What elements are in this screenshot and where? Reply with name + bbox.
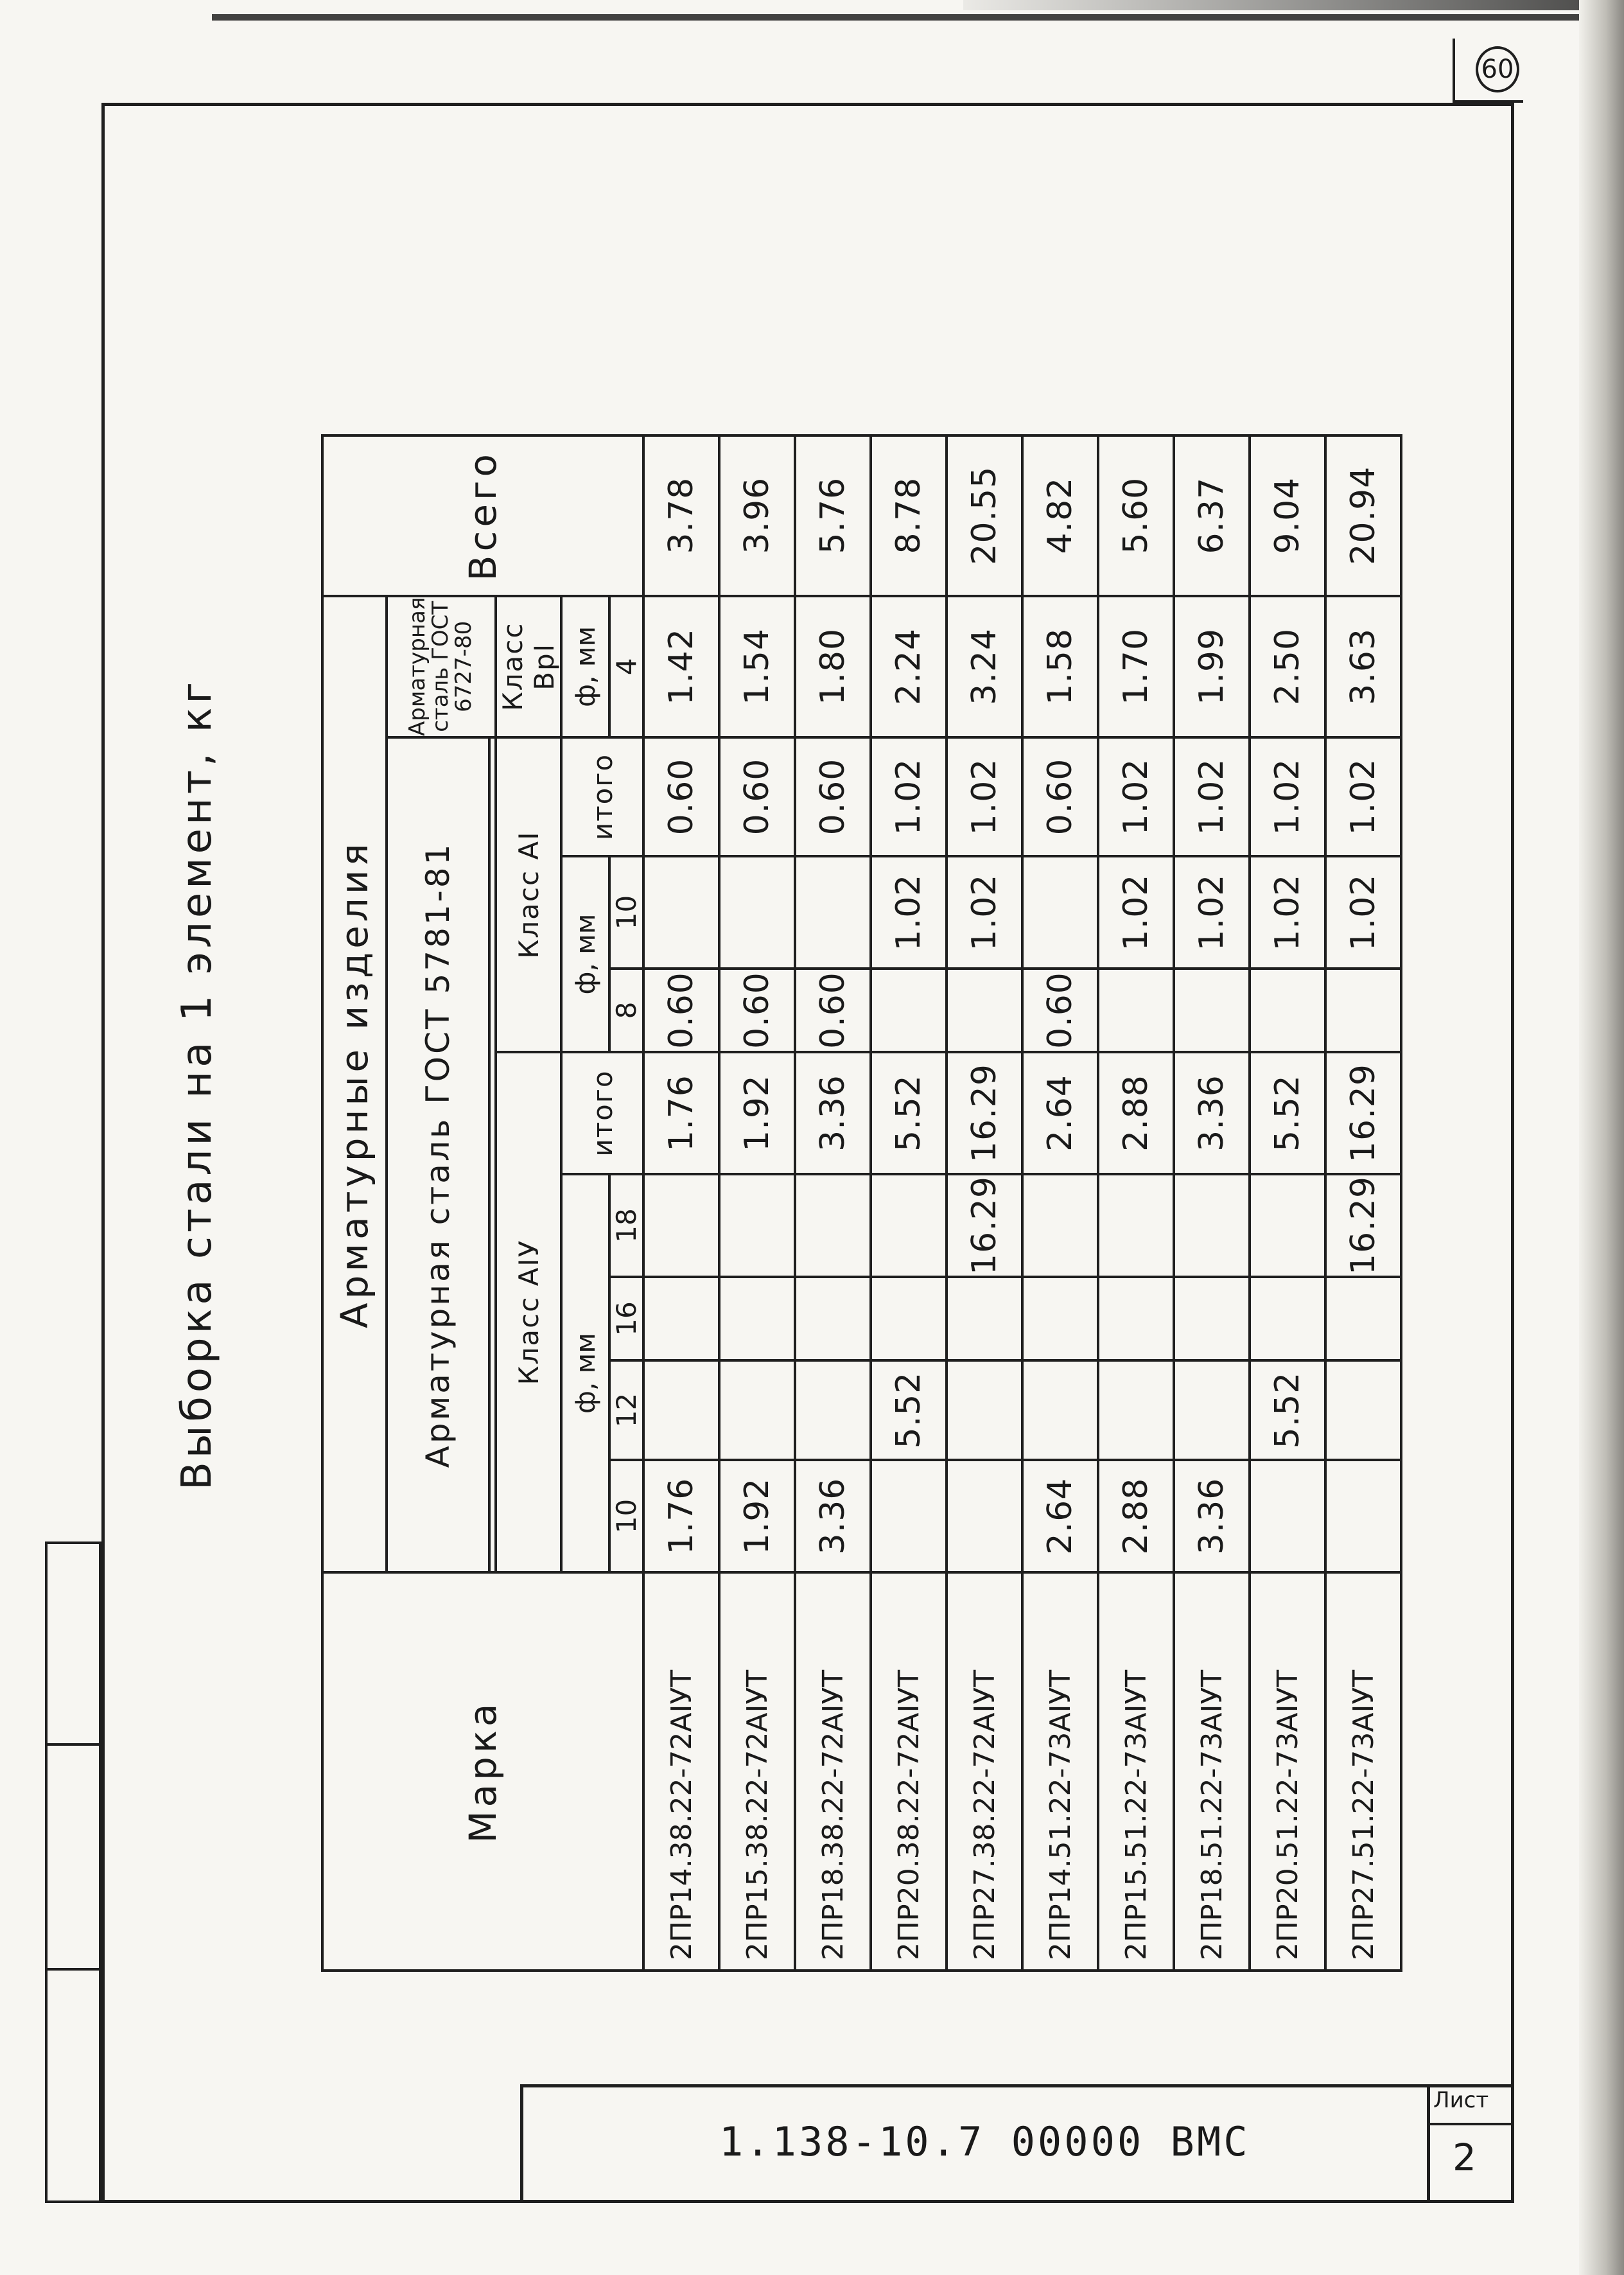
total-cell: 3.96 — [719, 435, 795, 596]
mark-cell: 2ПР20.51.22-73АIУТ — [1250, 1572, 1325, 1971]
value-cell — [1325, 1460, 1401, 1572]
total-cell: 3.78 — [643, 435, 719, 596]
value-cell: 1.76 — [643, 1460, 719, 1572]
table-row — [719, 435, 795, 1971]
scan-shadow — [963, 0, 1605, 10]
value-cell: 1.02 — [947, 856, 1022, 969]
value-cell: 3.36 — [795, 1052, 871, 1174]
scan-right-edge — [1579, 0, 1624, 2275]
value-cell — [795, 1174, 871, 1277]
scan-edge-line — [212, 14, 1612, 21]
value-cell: 1.92 — [719, 1460, 795, 1572]
header-marka: Марка — [322, 1572, 643, 1971]
value-cell: 5.52 — [1250, 1360, 1325, 1460]
value-cell: 0.60 — [795, 969, 871, 1052]
value-cell: 1.02 — [1250, 856, 1325, 969]
value-cell: 3.24 — [947, 596, 1022, 737]
total-cell: 4.82 — [1022, 435, 1098, 596]
mark-cell: 2ПР18.51.22-73АIУТ — [1174, 1572, 1250, 1971]
diam-a1-8: 8 — [609, 969, 643, 1052]
header-phi-a4: ф, мм — [561, 1174, 609, 1572]
header-itogo-a1: итого — [561, 737, 643, 856]
value-cell: 2.64 — [1022, 1052, 1098, 1174]
value-cell: 0.60 — [719, 969, 795, 1052]
side-stamp — [45, 1542, 101, 2203]
value-cell: 1.92 — [719, 1052, 795, 1174]
header-group: Арматурные изделия — [322, 596, 387, 1572]
value-cell — [1098, 1360, 1174, 1460]
mark-cell: 2ПР27.51.22-73АIУТ — [1325, 1572, 1401, 1971]
value-cell: 1.76 — [643, 1052, 719, 1174]
value-cell: 2.88 — [1098, 1052, 1174, 1174]
value-cell: 1.02 — [871, 737, 947, 856]
diam-a4-18: 18 — [609, 1174, 643, 1277]
value-cell — [1325, 969, 1401, 1052]
value-cell: 1.02 — [1325, 856, 1401, 969]
value-cell: 0.60 — [1022, 969, 1098, 1052]
value-cell: 0.60 — [1022, 737, 1098, 856]
value-cell — [871, 1174, 947, 1277]
value-cell — [1250, 1174, 1325, 1277]
value-cell — [1098, 969, 1174, 1052]
value-cell: 1.54 — [719, 596, 795, 737]
header-class-a4: Класс AIУ — [496, 1052, 561, 1572]
value-cell: 5.52 — [1250, 1052, 1325, 1174]
mark-cell: 2ПР15.51.22-73АIУТ — [1098, 1572, 1174, 1971]
diam-bp1-4: 4 — [609, 596, 643, 737]
value-cell: 1.42 — [643, 596, 719, 737]
table-row — [871, 435, 947, 1971]
value-cell: 2.50 — [1250, 596, 1325, 737]
side-stamp-divider — [48, 1743, 99, 1746]
header-spacer — [489, 737, 496, 1572]
header-class-bp1: Класс ВрI — [496, 596, 561, 737]
value-cell: 3.36 — [1174, 1052, 1250, 1174]
value-cell — [871, 1277, 947, 1360]
table-row — [1098, 435, 1174, 1971]
value-cell: 3.36 — [1174, 1460, 1250, 1572]
table-row — [1250, 435, 1325, 1971]
mark-cell: 2ПР27.38.22-72АIУТ — [947, 1572, 1022, 1971]
value-cell — [1098, 1277, 1174, 1360]
value-cell — [795, 856, 871, 969]
value-cell: 2.24 — [871, 596, 947, 737]
mark-cell: 2ПР14.38.22-72АIУТ — [643, 1572, 719, 1971]
table-row — [643, 435, 719, 1971]
table-row — [1022, 435, 1098, 1971]
value-cell — [947, 1460, 1022, 1572]
value-cell — [1325, 1277, 1401, 1360]
value-cell — [719, 1174, 795, 1277]
value-cell — [871, 1460, 947, 1572]
value-cell — [1022, 1174, 1098, 1277]
value-cell: 2.88 — [1098, 1460, 1174, 1572]
value-cell: 1.99 — [1174, 596, 1250, 737]
table-row — [1174, 435, 1250, 1971]
header-itogo-a4: итого — [561, 1052, 643, 1174]
rotated-content — [103, 103, 1515, 2197]
value-cell: 1.02 — [1250, 737, 1325, 856]
value-cell: 16.29 — [947, 1174, 1022, 1277]
value-cell: 1.80 — [795, 596, 871, 737]
total-cell: 9.04 — [1250, 435, 1325, 596]
total-cell: 20.55 — [947, 435, 1022, 596]
value-cell — [1250, 969, 1325, 1052]
mark-cell: 2ПР15.38.22-72АIУТ — [719, 1572, 795, 1971]
value-cell — [795, 1360, 871, 1460]
value-cell: 1.70 — [1098, 596, 1174, 737]
total-cell: 5.76 — [795, 435, 871, 596]
value-cell: 1.02 — [1098, 737, 1174, 856]
diam-a4-10: 10 — [609, 1460, 643, 1572]
value-cell — [719, 856, 795, 969]
value-cell — [795, 1277, 871, 1360]
value-cell: 2.64 — [1022, 1460, 1098, 1572]
header-phi-a1: ф, мм — [561, 856, 609, 1052]
header-class-a1: Класс AI — [496, 737, 561, 1052]
value-cell: 0.60 — [643, 737, 719, 856]
total-cell: 20.94 — [1325, 435, 1401, 596]
value-cell: 3.63 — [1325, 596, 1401, 737]
value-cell — [1250, 1460, 1325, 1572]
value-cell — [1174, 1277, 1250, 1360]
mark-cell: 2ПР18.38.22-72АIУТ — [795, 1572, 871, 1971]
value-cell: 1.02 — [1174, 856, 1250, 969]
value-cell: 5.52 — [871, 1052, 947, 1174]
value-cell: 0.60 — [719, 737, 795, 856]
total-cell: 5.60 — [1098, 435, 1174, 596]
sheet-number-circle: 60 — [1476, 46, 1519, 92]
sheet-label: Лист — [1433, 2087, 1489, 2113]
value-cell — [947, 969, 1022, 1052]
header-steel-b: Арматурная сталь ГОСТ 6727-80 — [387, 596, 496, 737]
value-cell — [643, 856, 719, 969]
value-cell — [1174, 1174, 1250, 1277]
value-cell — [947, 1360, 1022, 1460]
value-cell: 16.29 — [947, 1052, 1022, 1174]
value-cell — [1098, 1174, 1174, 1277]
value-cell: 1.02 — [871, 856, 947, 969]
value-cell — [1325, 1360, 1401, 1460]
page-title: Выборка стали на 1 элемент, кг — [173, 678, 221, 1490]
table-row — [1325, 435, 1401, 1971]
header-phi-bp1: ф, мм — [561, 596, 609, 737]
side-stamp-divider — [48, 1968, 99, 1971]
value-cell: 1.02 — [947, 737, 1022, 856]
value-cell: 16.29 — [1325, 1052, 1401, 1174]
value-cell — [719, 1277, 795, 1360]
value-cell: 1.02 — [1098, 856, 1174, 969]
value-cell — [643, 1174, 719, 1277]
diam-a4-12: 12 — [609, 1360, 643, 1460]
header-steel-a: Арматурная сталь ГОСТ 5781-81 — [387, 737, 489, 1572]
table-row — [795, 435, 871, 1971]
value-cell — [1174, 1360, 1250, 1460]
mark-cell: 2ПР14.51.22-73АIУТ — [1022, 1572, 1098, 1971]
value-cell — [643, 1277, 719, 1360]
value-cell — [1022, 856, 1098, 969]
total-cell: 6.37 — [1174, 435, 1250, 596]
value-cell: 1.02 — [1174, 737, 1250, 856]
document-code: 1.138-10.7 00000 ВМС — [719, 2118, 1250, 2165]
total-cell: 8.78 — [871, 435, 947, 596]
value-cell — [719, 1360, 795, 1460]
value-cell: 3.36 — [795, 1460, 871, 1572]
value-cell: 0.60 — [643, 969, 719, 1052]
value-cell — [643, 1360, 719, 1460]
value-cell: 1.02 — [1325, 737, 1401, 856]
sheet-number: 2 — [1453, 2136, 1476, 2179]
value-cell: 1.58 — [1022, 596, 1098, 737]
value-cell: 5.52 — [871, 1360, 947, 1460]
value-cell — [1250, 1277, 1325, 1360]
value-cell — [1174, 969, 1250, 1052]
value-cell — [1022, 1360, 1098, 1460]
diam-a1-10: 10 — [609, 856, 643, 969]
diam-a4-16: 16 — [609, 1277, 643, 1360]
value-cell: 16.29 — [1325, 1174, 1401, 1277]
table-row — [947, 435, 1022, 1971]
value-cell — [1022, 1277, 1098, 1360]
value-cell — [947, 1277, 1022, 1360]
value-cell — [871, 969, 947, 1052]
steel-table — [321, 434, 1402, 1972]
header-vsego: Всего — [322, 435, 643, 596]
mark-cell: 2ПР20.38.22-72АIУТ — [871, 1572, 947, 1971]
value-cell: 0.60 — [795, 737, 871, 856]
